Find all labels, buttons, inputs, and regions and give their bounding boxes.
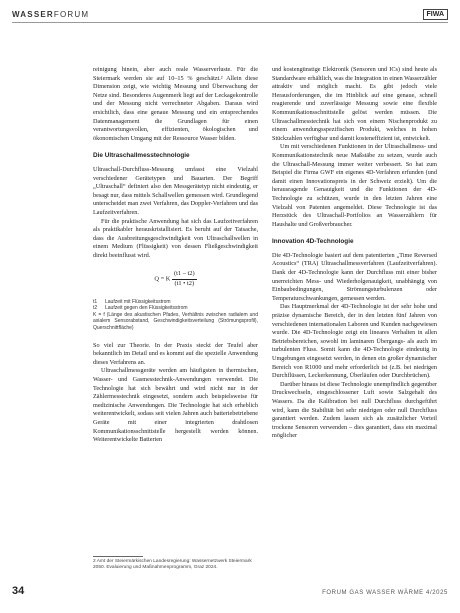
formula-fraction — [172, 270, 197, 288]
section-heading: Die Ultraschallmesstechnologie — [93, 152, 190, 160]
legend-symbol: t2 — [93, 305, 98, 312]
header-divider — [12, 22, 448, 23]
legend-row — [93, 299, 258, 306]
paragraph: Das Hauptmerkmal der 4D-Technologie ist der sehr hohe und präzise dynamische Bereich, der in den letzten fünf Jahren von verschiedenen internationalen Laboren und Kunden nachgewiesen wurde. Die 4D-Technologie zeigt ein lineares Verhalten in allen Betriebsbereichen, sowohl im laminaren Übergangs- als auch im turbulenten Fluss. Somit kann die 4D-Technologie eindeutig in Umgebungen eingesetzt werden, in denen ein großer dynamischer Bereich von R1000 und mehr erforderlich ist (z.B. bei niedrigen Durchflüssen, Leckerkennung, Überläufen oder Durchbrüchen). — [272, 303, 437, 380]
legend-row — [93, 312, 258, 332]
formula-denominator: (t1 • t2) — [174, 280, 195, 288]
left-column — [93, 66, 258, 445]
legend-description: K = f (Länge des akustischen Pfades, Verhältnis zwischen radialem und axialem Sensorabstand, Geschwindigkeitsverteilung (Strömungsprofil), Querschnittfläche) — [93, 311, 258, 332]
paragraph: Um mit verschiedenen Funktionen in der Ultraschallmess- und Kommunikationstechnik neue Maßstäbe zu setzen, wurde auch die Ultraschall-Messung immer weiter verbessert. So hat zum Beispiel die Firma GWF ein eigenes 4D-Verfahren erfunden (und damit einen Innovationspreis in der Schweiz erzielt). Um die herausragende Genauigkeit und die Funktionen der 4D-Technologie zu schützen, wurde in den letzten Jahren eine Vielzahl von Patenten angemeldet. Diese Technologie ist das Herzstück des Ultraschall-Portfolios an Wasserzählern für Haushalte und Großverbraucher. — [272, 143, 437, 228]
page-number: 34 — [12, 585, 25, 597]
paragraph: Die 4D-Technologie basiert auf dem patentierten „Time Reversed Acoustics“ (TRA) Ultraschallmessverfahren (Laufzeitverfahren). Dank der 4D-Technologie kann der Durchfluss mit einer bisher unerreichten Mess- und Wiederholgenauigkeit, unabhängig von Einbaubedingungen, Strömungsturbulenzen oder Temperaturschwankungen, gemessen werden. — [272, 251, 437, 302]
legend-description: Laufzeit mit Flüssigkeitsstrom — [105, 298, 171, 305]
paragraph: Ultraschallmessgeräte werden am häufigsten in thermischen, Wasser- und Gasmesstechnik-Anwendungen verwendet. Die Technologie hat sich bewährt und wird nicht nur in der Zählermesstechnik eingesetzt, sondern auch beispielsweise für medizinische Anwendungen. Die Technologie hat sich erheblich weiterentwickelt, sodass seit vielen Jahren auch batteriebetriebene Geräte mit einer integrierten drahtlosen Kommunikationsschnittstelle hergestellt werden können. Weiterentwickelte Batterien — [93, 367, 258, 444]
paragraph: Ultraschall-Durchfluss-Messung umfasst eine Vielzahl verschiedener Gerätetypen und Bauarten. Der Begriff „Ultraschall“ definiert also den Messgerätetyp nicht eindeutig, er besagt nur, dass mittels Schallwellen gemessen wird. Grundlegend unterscheidet man zwei Verfahren, das Doppler-Verfahren und das Laufzeitverfahren. — [93, 165, 258, 216]
formula — [93, 270, 258, 288]
formula-numerator: (t1 – t2) — [172, 270, 197, 280]
publisher-logo: FIWA — [423, 9, 449, 20]
legend-row — [93, 305, 258, 312]
legend-description: Laufzeit gegen den Flüssigkeitsstrom — [105, 305, 188, 312]
section-heading: Innovation 4D-Technologie — [272, 238, 354, 246]
publication-title: FORUM GAS WASSER WÄRME 4/2025 — [322, 590, 448, 596]
section-label-bold: WASSER — [12, 10, 54, 19]
formula-legend — [93, 299, 258, 332]
section-label-light: FORUM — [53, 10, 90, 19]
legend-symbol: t1 — [93, 298, 98, 305]
footnote: 2 Amt der Steiermärkischen Landesregierung: Wassernetzwerk Steiermark 2050. Evaluierung und Maßnahmenprogramm, Graz 2024. — [93, 559, 252, 571]
footnote-divider — [93, 556, 143, 557]
paragraph: Darüber hinaus ist diese Technologie unempfindlich gegenüber Druckwechseln, eingeschlossener Luft sowie Salzgehalt des Wassers. Da die Kalibration bei null Durchfluss durchgeführt wird, kann die Stabilität bei sehr niedrigen oder null Durchfluss garantiert werden. Zudem lassen sich als zusätzlicher Vorteil trockene Sensoren verwenden – dies garantiert, dass ein maximal möglicher — [272, 380, 437, 440]
paragraph: reinigung hinein, aber auch reale Wasserverluste. Für die Steiermark werden sie auf 10–15 % geschätzt.² Allein diese Dimension zeigt, wie wichtig Messung und Überwachung der Netze sind. Besonderes Augenmerk liegt auf der Leckagekontrolle und der Messung nicht verrechneter Abgaben. Daraus wird ersichtlich, dass eine genaue Messung und ein entsprechendes Datenmanagement die Grundlagen für einen verantwortungsvollen, effizienten, ökologischen und ökonomischen Umgang mit der Ressource Wasser bilden. — [93, 66, 258, 142]
paragraph: So viel zur Theorie. In der Praxis steckt der Teufel aber bekanntlich im Detail und es kommt auf die spezielle Anwendung dieses Verfahrens an. — [93, 341, 258, 366]
section-label — [12, 10, 89, 19]
right-column — [272, 66, 437, 441]
paragraph: und kostengünstige Elektronik (Sensoren und ICs) sind heute als Standardware erhältlich, was die Integration in einen Wasserzähler attraktiv und möglich macht. Es gibt jedoch viele Herausforderungen, die im Hinblick auf eine genaue, schnell reagierende und zuverlässige Messung sowie eine flexible Kommunikationsschnittstelle gelöst werden müssen. Die Ultraschallmesstechnik hat sich von einem Nischenprodukt zu einem anwendungsspezifischen Produkt, welches in hohen Stückzahlen verfügbar und damit kosteneffizient ist, entwickelt. — [272, 66, 438, 142]
paragraph: Für die praktische Anwendung hat sich das Laufzeitverfahren als praktikabler herauskristallisiert. Es beruht auf der Tatsache, dass die Ausbreitungsgeschwindigkeit von Ultraschallwellen in einem Medium (Flüssigkeit) von dessen Fließgeschwindigkeit direkt beeinflusst wird. — [93, 217, 258, 259]
formula-lhs: Q = K — [154, 276, 171, 284]
